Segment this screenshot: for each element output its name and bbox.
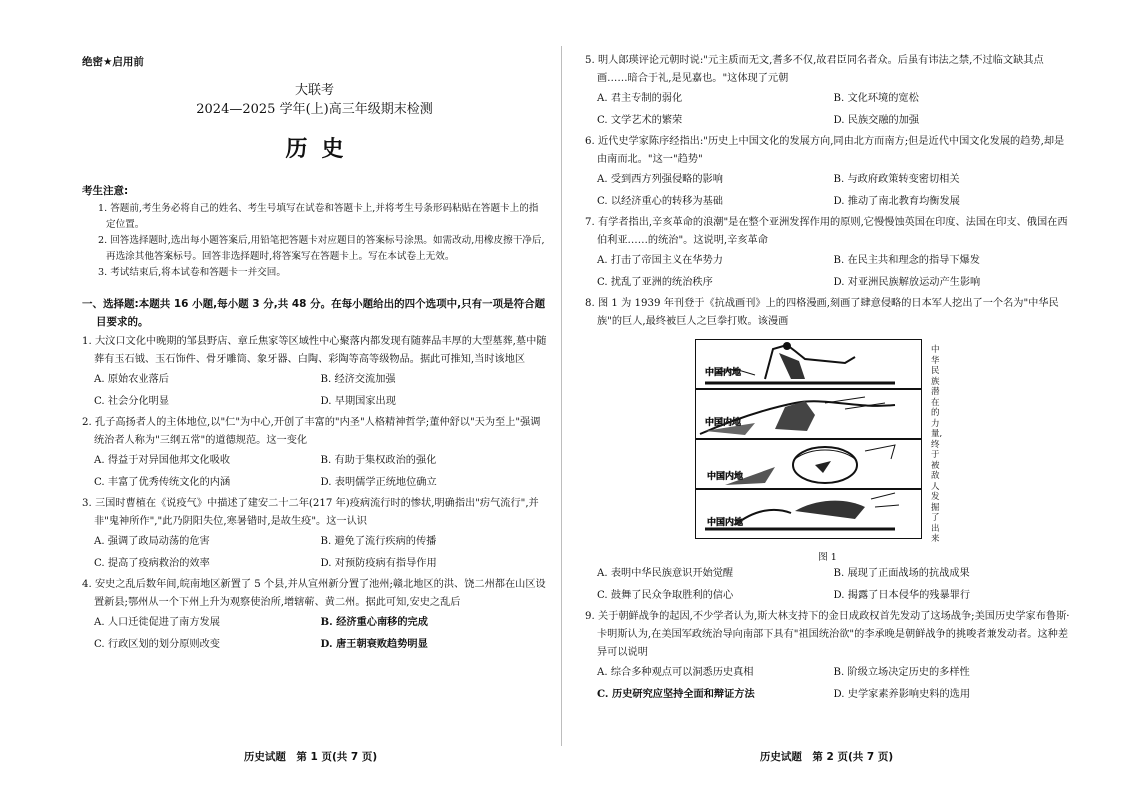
section-heading: 一、选择题:本题共 16 小题,每小题 3 分,共 48 分。在每小题给出的四个选项中,只有一项是符合题目要求的。 (82, 298, 546, 328)
panel-label: 中国内地 (707, 518, 744, 528)
options (585, 169, 1070, 212)
option-b[interactable]: B. 与政府政策转变密切相关 (833, 174, 960, 185)
option-a[interactable]: A. 君主专制的弱化 (597, 93, 683, 104)
option-d[interactable]: D. 表明儒学正统地位确立 (320, 476, 437, 488)
question-stem: 1. 大汶口文化中晚期的邹县野店、章丘焦家等区域性中心聚落内都发现有随葬品丰厚的大型墓葬,墓中随葬有玉石钺、玉石饰件、骨牙雕筒、象牙器、白陶、彩陶等高等级物品。据此可推知,当时该地区 (82, 336, 547, 365)
question-3 (82, 495, 547, 574)
option-c[interactable]: C. 行政区划的划分原则改变 (94, 638, 220, 650)
option-d[interactable]: D. 对预防疫病有指导作用 (320, 557, 437, 569)
option-c[interactable]: C. 历史研究应坚持全面和辩证方法 (597, 687, 755, 700)
option-a[interactable]: A. 原始农业落后 (94, 374, 169, 385)
question-stem: 2. 孔子高扬者人的主体地位,以"仁"为中心,开创了丰富的"内圣"人格精神哲学;董仲舒以"天为至上"强调统治者人称为"三纲五常"的道德规范。这一变化 (82, 417, 541, 446)
option-d[interactable]: D. 对亚洲民族解放运动产生影响 (833, 276, 981, 288)
option-b[interactable]: B. 阶级立场决定历史的多样性 (833, 667, 970, 678)
option-a[interactable]: A. 强调了政局动荡的危害 (94, 536, 210, 547)
option-c[interactable]: C. 社会分化明显 (94, 395, 170, 407)
option-d[interactable]: D. 史学家素养影响史料的选用 (833, 688, 971, 700)
option-a[interactable]: A. 得益于对异国他邦文化吸收 (94, 455, 231, 466)
question-7 (585, 214, 1070, 293)
options (585, 88, 1070, 131)
options (585, 563, 1070, 606)
option-c[interactable]: C. 鼓舞了民众争取胜利的信心 (597, 589, 734, 601)
option-d[interactable]: D. 民族交融的加强 (833, 114, 920, 126)
option-c[interactable]: C. 扰乱了亚洲的统治秩序 (597, 276, 713, 288)
notice-item: 3. 考试结束后,将本试卷和答题卡一并交回。 (98, 267, 286, 278)
question-stem: 9. 关于朝鲜战争的起因,不少学者认为,斯大林支持下的金日成政权首先发动了这场战争;美国历史学家布鲁斯·卡明斯认为,在美国军政统治导向南部下具有"祖国统治欲"的李承晚是朝鲜战争的挑唆者兼发动者。这种差异可以说明 (585, 611, 1070, 658)
title-block (82, 82, 547, 163)
question-6 (585, 133, 1070, 212)
option-d[interactable]: D. 早期国家出现 (320, 395, 396, 407)
options (82, 612, 547, 655)
option-d[interactable]: D. 揭露了日本侵华的残暴罪行 (833, 589, 971, 601)
question-stem: 5. 明人郎瑛评论元朝时说:"元主质而无文,耆多不仅,故君臣同名者众。后虽有讳法之禁,不过临文缺其点画……暗合于礼,是见嘉也。"这体现了元朝 (585, 55, 1044, 84)
secret-mark: 绝密★启用前 (82, 56, 144, 68)
options (82, 531, 547, 574)
page-footer: 历史试题 第 1 页(共 7 页) (243, 751, 378, 763)
exam-name: 大联考 (294, 83, 334, 98)
option-b[interactable]: B. 有助于集权政治的强化 (320, 455, 437, 466)
option-b[interactable]: B. 展现了正面战场的抗战成果 (833, 568, 970, 579)
option-c[interactable]: C. 文学艺术的繁荣 (597, 114, 683, 126)
notice-item: 2. 回答选择题时,选出每小题答案后,用铅笔把答题卡对应题目的答案标号涂黑。如需改动,用橡皮擦干净后,再选涂其他答案标号。回答非选择题时,将答案写在答题卡上。写在本试卷上无效。 (98, 235, 545, 262)
option-b[interactable]: B. 避免了流行疾病的传播 (320, 536, 437, 547)
panel-label: 中国内地 (705, 418, 742, 428)
question-4 (82, 576, 547, 655)
option-b[interactable]: B. 在民主共和理念的指导下爆发 (833, 255, 980, 266)
question-1 (82, 333, 547, 412)
options (82, 369, 547, 412)
page-2 (561, 0, 1122, 794)
option-a[interactable]: A. 受到西方列强侵略的影响 (597, 174, 723, 185)
panel-label: 中国内地 (705, 368, 742, 378)
panel-label: 中国内地 (707, 472, 744, 482)
question-stem: 3. 三国时曹植在《说疫气》中描述了建安二十二年(217 年)疫病流行时的惨状,明确指出"疠气流行",并非"鬼神所作","此乃阴阳失位,寒暑错时,是故生疫"。这一认识 (82, 498, 539, 527)
cartoon-figure (695, 339, 957, 544)
options (585, 250, 1070, 293)
option-a[interactable]: A. 表明中华民族意识开始觉醒 (597, 568, 734, 579)
cartoon-image (695, 339, 957, 539)
notice-item: 1. 答题前,考生务必将自己的姓名、考生号填写在试卷和答题卡上,并将考生号条形码粘贴在答题卡上的指定位置。 (98, 203, 539, 230)
question-5 (585, 52, 1070, 131)
question-stem: 8. 图 1 为 1939 年刊登于《抗战画刊》上的四格漫画,刻画了肆意侵略的日本军人挖出了一个名为"中华民族"的巨人,最终被巨人之巨拳打败。该漫画 (585, 298, 1059, 327)
option-b[interactable]: B. 文化环境的宽松 (833, 93, 919, 104)
question-stem: 7. 有学者指出,辛亥革命的浪潮"是在整个亚洲发挥作用的原则,它慢慢蚀英国在印度、法国在印支、俄国在西伯利亚……的统治"。这说明,辛亥革命 (585, 217, 1068, 246)
figure-caption: 图 1 (818, 552, 837, 563)
option-a[interactable]: A. 综合多种观点可以洞悉历史真相 (597, 667, 754, 678)
page-footer: 历史试题 第 2 页(共 7 页) (759, 751, 894, 763)
option-d[interactable]: D. 推动了南北教育均衡发展 (833, 195, 960, 207)
option-c[interactable]: C. 提高了疫病救治的效率 (94, 557, 210, 569)
subject-title: 历史 (285, 137, 358, 162)
question-9 (585, 608, 1070, 705)
option-a[interactable]: A. 打击了帝国主义在华势力 (597, 255, 723, 266)
option-c[interactable]: C. 丰富了优秀传统文化的内涵 (94, 476, 231, 488)
exam-subtitle: 2024—2025 学年(上)高三年级期末检测 (196, 102, 433, 117)
question-stem: 4. 安史之乱后数年间,皖南地区新置了 5 个县,并从宣州新分置了池州;赣北地区的洪、饶二州都在山区设置新县;鄂州从一个下州上升为观察使治所,增辖蕲、黄二州。据此可知,安史之乱后 (82, 579, 546, 608)
options (585, 662, 1070, 705)
question-stem: 6. 近代史学家陈序经指出:"历史上中国文化的发展方向,同由北方而南方;但是近代中国文化发展的趋势,却是由南而北。"这一"趋势" (585, 136, 1065, 165)
question-2 (82, 414, 547, 493)
option-a[interactable]: A. 人口迁徙促进了南方发展 (94, 617, 220, 628)
option-c[interactable]: C. 以经济重心的转移为基础 (597, 195, 723, 207)
option-b[interactable]: B. 经济交流加强 (320, 374, 396, 385)
notice-title: 考生注意: (82, 185, 129, 197)
notice (82, 183, 547, 281)
option-b[interactable]: B. 经济重心南移的完成 (320, 616, 428, 628)
cartoon-side-text: 中华民族潜在的力量,终于被敌人发掘了出来 (931, 345, 943, 544)
question-8 (585, 295, 1070, 606)
option-d[interactable]: D. 唐王朝衰败趋势明显 (320, 637, 428, 650)
options (82, 450, 547, 493)
